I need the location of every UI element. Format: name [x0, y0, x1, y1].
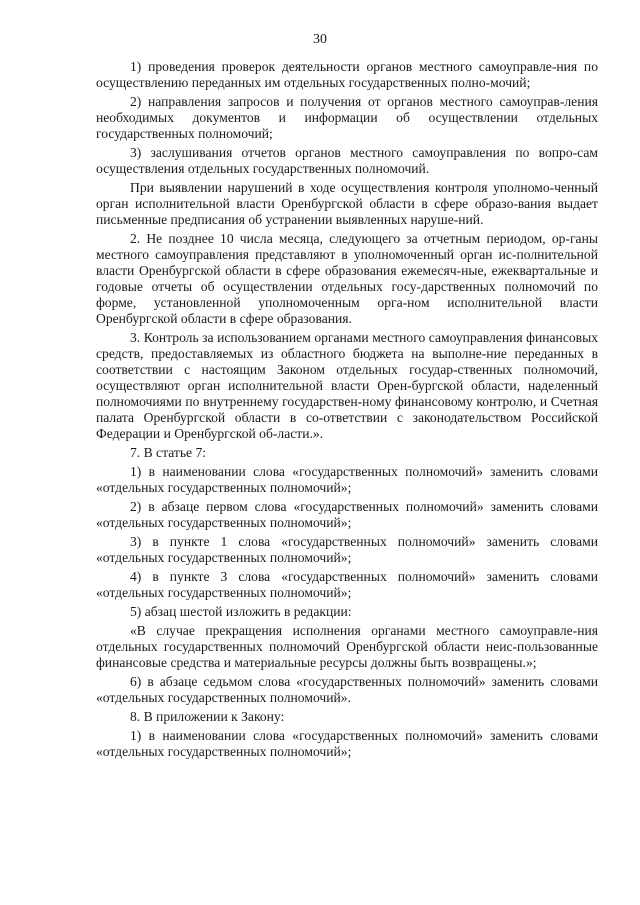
paragraph: 1) проведения проверок деятельности органов местного самоуправле-ния по осуществлению переданных им отдельных государственных полно-мочий;	[96, 59, 598, 90]
paragraph: 8. В приложении к Закону:	[130, 709, 285, 724]
paragraph: 2) в абзаце первом слова «государственных полномочий» заменить словами «отдельных государственных полномочий»;	[96, 499, 598, 530]
paragraph: 3) заслушивания отчетов органов местного самоуправления по вопро-сам осуществления отдельных государственных полномочий.	[96, 145, 598, 176]
paragraph: 6) в абзаце седьмом слова «государственных полномочий» заменить словами «отдельных государственных полномочий».	[96, 674, 598, 705]
document-body	[96, 59, 598, 760]
paragraph: При выявлении нарушений в ходе осуществления контроля уполномо-ченный орган исполнительной власти Оренбургской области в сфере образо-вания выдает письменные предписания об устранении выявленных наруше-ний.	[96, 180, 598, 227]
paragraph: 3. Контроль за использованием органами местного самоуправления финансовых средств, предоставляемых из областного бюджета на выполне-ние переданных в соответствии с настоящим Законом отдельных государ-ственных полномочий, осуществляют орган исполнительной власти Орен-бургской области, наделенный полномочиями по внутреннему государствен-ному финансовому контролю, и Счетная палата Оренбургской области в со-ответствии с законодательством Российской Федерации и Оренбургской об-ласти.».	[96, 330, 598, 441]
paragraph: 4) в пункте 3 слова «государственных полномочий» заменить словами «отдельных государственных полномочий»;	[96, 569, 598, 600]
page-number: 30	[313, 32, 327, 47]
paragraph: 2) направления запросов и получения от органов местного самоуправ-ления необходимых документов и информации об осуществлении отдельных государственных полномочий;	[96, 94, 598, 141]
paragraph: 5) абзац шестой изложить в редакции:	[130, 604, 352, 619]
paragraph: «В случае прекращения исполнения органами местного самоуправле-ния отдельных государственных полномочий Оренбургской области неис-пользованные финансовые средства и материальные ресурсы должны быть возвращены.»;	[96, 623, 598, 670]
paragraph: 1) в наименовании слова «государственных полномочий» заменить словами «отдельных государственных полномочий»;	[96, 728, 598, 759]
paragraph: 3) в пункте 1 слова «государственных полномочий» заменить словами «отдельных государственных полномочий»;	[96, 534, 598, 565]
paragraph: 2. Не позднее 10 числа месяца, следующего за отчетным периодом, ор-ганы местного самоуправления представляют в уполномоченный орган ис-полнительной власти Оренбургской области в сфере образования ежемесяч-ные, ежеквартальные и годовые отчеты об осуществлении отдельных госу-дарственных полномочий по форме, установленной уполномоченным орга-ном исполнительной власти Оренбургской области в сфере образования.	[96, 231, 598, 326]
paragraph: 7. В статье 7:	[130, 445, 207, 460]
paragraph: 1) в наименовании слова «государственных полномочий» заменить словами «отдельных государственных полномочий»;	[96, 464, 598, 495]
